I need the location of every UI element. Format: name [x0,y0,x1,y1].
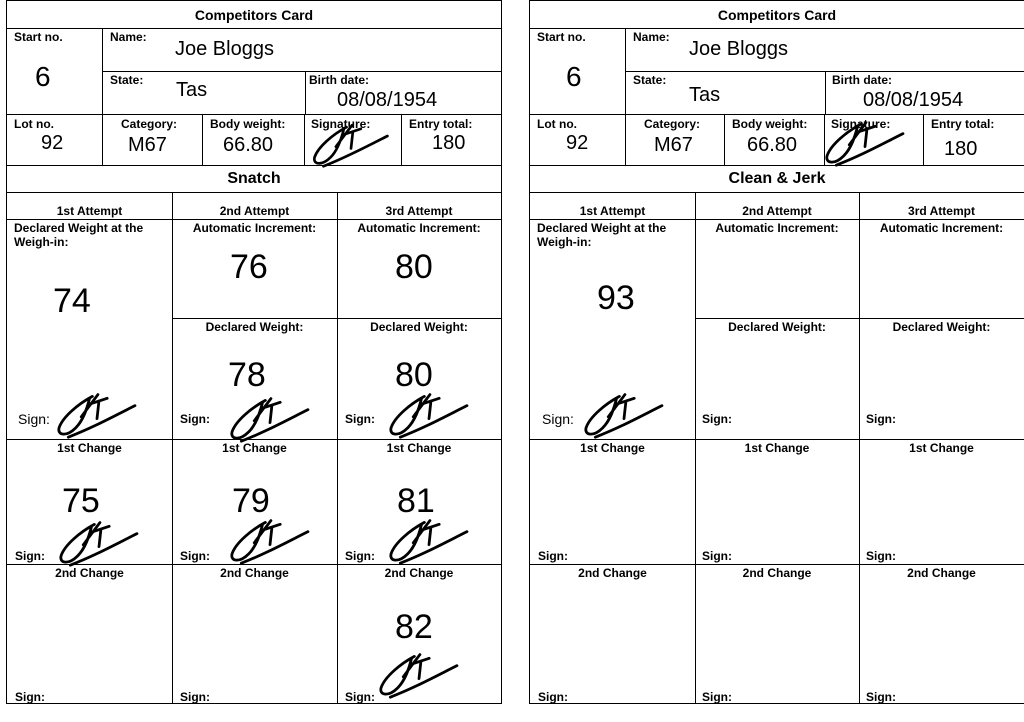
start-no-cell [7,29,103,114]
body-weight-cell [203,115,305,165]
attempt-3-change2-sign: Sign: [345,690,375,704]
attempt-3-change2-value: 82 [395,608,433,646]
attempt-1-change2-sign: Sign: [15,690,45,704]
name-value: Joe Bloggs [175,38,274,60]
start-no-value: 6 [35,61,51,92]
signature-mark [311,119,391,169]
attempt-2-change1-sign: Sign: [702,549,732,563]
attempt-2-declared-label: Declared Weight: [728,320,826,334]
entry-total-value: 180 [432,132,466,154]
lot-no-value: 92 [41,132,64,154]
signature-cell [305,115,402,165]
attempt-1-change1-signature [53,517,145,567]
attempt-2-sign-label: Sign: [702,412,732,426]
section-title: Clean & Jerk [728,170,826,187]
attempt-3-sign-label: Sign: [345,412,375,426]
entry-total-cell [924,115,1024,165]
attempt-2-change1-signature [224,515,316,565]
attempt-3-change2-sign: Sign: [866,690,896,704]
attempt-1-change2-sign: Sign: [538,690,568,704]
attempt-3-change1-sign: Sign: [866,549,896,563]
category-label: Category: [121,117,178,131]
attempt-2-header: 2nd Attempt [219,204,290,218]
attempt-2-header: 2nd Attempt [742,204,812,218]
weigh-in-sign-label: Sign: [542,411,574,427]
attempt-2-change1-label: 1st Change [222,441,287,455]
entry-total-cell [402,115,501,165]
attempt-1-change1-label: 1st Change [580,441,645,455]
weigh-in-sign-label: Sign: [18,411,50,427]
attempt-1-change2-label: 2nd Change [578,566,647,580]
signature-mark [821,117,909,167]
signature-cell [825,115,924,165]
body-weight-value: 66.80 [747,134,798,156]
body-weight-label: Body weight: [210,117,286,131]
attempt-3-change2-label: 2nd Change [384,566,454,580]
weigh-in-label: Declared Weight at the Weigh-in: [14,221,144,249]
category-cell [626,115,725,165]
identity-row [530,29,1024,115]
body-weight-value: 66.80 [223,134,274,156]
attempt-2-auto-label: Automatic Increment: [715,221,839,235]
attempt-3-declared-value: 80 [395,356,433,394]
attempt-2-column [695,193,859,703]
attempt-grid [7,193,501,703]
attempt-2-auto-label: Automatic Increment: [192,221,317,235]
birth-date-label: Birth date: [832,73,892,87]
attempt-2-change2-label: 2nd Change [220,566,289,580]
attempt-3-header: 3rd Attempt [908,204,975,218]
attempt-2-column [172,193,337,703]
details-row [530,115,1024,166]
attempt-1-change1-value: 75 [62,482,100,520]
identity-row [7,29,501,115]
start-no-value: 6 [566,61,582,92]
category-cell [103,115,203,165]
attempt-3-column [859,193,1024,703]
lot-no-cell [530,115,626,165]
attempt-2-change2-sign: Sign: [702,690,732,704]
attempt-grid [530,193,1024,703]
attempt-3-change1-sign: Sign: [345,549,375,563]
details-row [7,115,501,166]
attempt-3-declared-label: Declared Weight: [370,320,468,334]
attempt-3-declared-label: Declared Weight: [892,320,991,334]
attempt-3-column [337,193,501,703]
section-row [530,166,1024,193]
section-title: Snatch [227,170,281,187]
body-weight-label: Body weight: [732,117,808,131]
card-title-row [7,1,501,29]
competitors-card-snatch [6,0,502,704]
state-value: Tas [176,79,208,101]
birth-date-label: Birth date: [309,73,369,87]
body-weight-cell [725,115,825,165]
entry-total-label: Entry total: [409,117,473,131]
attempt-3-sign-label: Sign: [866,412,896,426]
weigh-in-value: 74 [53,282,91,320]
attempt-3-auto-label: Automatic Increment: [357,221,481,235]
attempt-3-change2-signature [373,649,465,699]
category-value: M67 [654,134,693,156]
attempt-2-change1-sign: Sign: [180,549,210,563]
attempt-3-change1-label: 1st Change [386,441,452,455]
birth-date-value: 08/08/1954 [863,89,964,111]
attempt-3-auto-value: 80 [395,248,433,286]
entry-total-value: 180 [944,138,978,160]
attempt-1-header: 1st Attempt [56,204,123,218]
attempt-2-sign-label: Sign: [180,412,210,426]
attempt-2-change2-sign: Sign: [180,690,210,704]
attempt-3-change1-value: 81 [397,482,435,520]
attempt-3-header: 3rd Attempt [385,204,453,218]
attempt-2-auto-value: 76 [230,248,268,286]
attempt-3-change1-signature [383,515,475,565]
attempt-3-change1-label: 1st Change [909,441,974,455]
state-label: State: [633,73,667,87]
attempt-1-change1-sign: Sign: [15,549,45,563]
competitors-card-clean-jerk [529,0,1024,704]
state-value: Tas [689,84,721,106]
state-label: State: [110,73,144,87]
lot-no-label: Lot no. [537,117,577,131]
start-no-cell [530,29,626,114]
weigh-in-signature [578,389,670,439]
weigh-in-signature [51,389,143,439]
attempt-3-auto-label: Automatic Increment: [879,221,1004,235]
weigh-in-label: Declared Weight at the Weigh-in: [537,221,667,249]
attempt-2-change1-label: 1st Change [744,441,810,455]
attempt-1-header: 1st Attempt [579,204,646,218]
lot-no-label: Lot no. [14,117,54,131]
weigh-in-value: 93 [597,279,635,317]
attempt-2-signature [224,393,316,443]
attempt-2-declared-value: 78 [228,356,266,394]
start-no-label: Start no. [537,30,586,44]
attempt-2-change1-value: 79 [232,482,270,520]
attempt-3-signature [383,389,475,439]
category-value: M67 [128,134,167,156]
attempt-1-column [530,193,695,703]
name-label: Name: [633,30,670,44]
name-label: Name: [110,30,147,44]
attempt-1-column [7,193,172,703]
signature-label: Signature: [311,117,371,131]
lot-no-value: 92 [566,132,589,154]
section-row [7,166,501,193]
lot-no-cell [7,115,103,165]
card-title: Competitors Card [194,7,314,23]
attempt-1-change2-label: 2nd Change [55,566,124,580]
card-title: Competitors Card [717,7,837,23]
card-title-row [530,1,1024,29]
attempt-2-change2-label: 2nd Change [742,566,812,580]
attempt-2-declared-label: Declared Weight: [205,320,304,334]
name-value: Joe Bloggs [689,38,788,60]
attempt-3-change2-label: 2nd Change [907,566,976,580]
category-label: Category: [644,117,701,131]
start-no-label: Start no. [14,30,63,44]
signature-label: Signature: [831,117,891,131]
attempt-1-change1-sign: Sign: [538,549,568,563]
attempt-1-change1-label: 1st Change [57,441,122,455]
birth-date-value: 08/08/1954 [337,89,438,111]
entry-total-label: Entry total: [931,117,995,131]
